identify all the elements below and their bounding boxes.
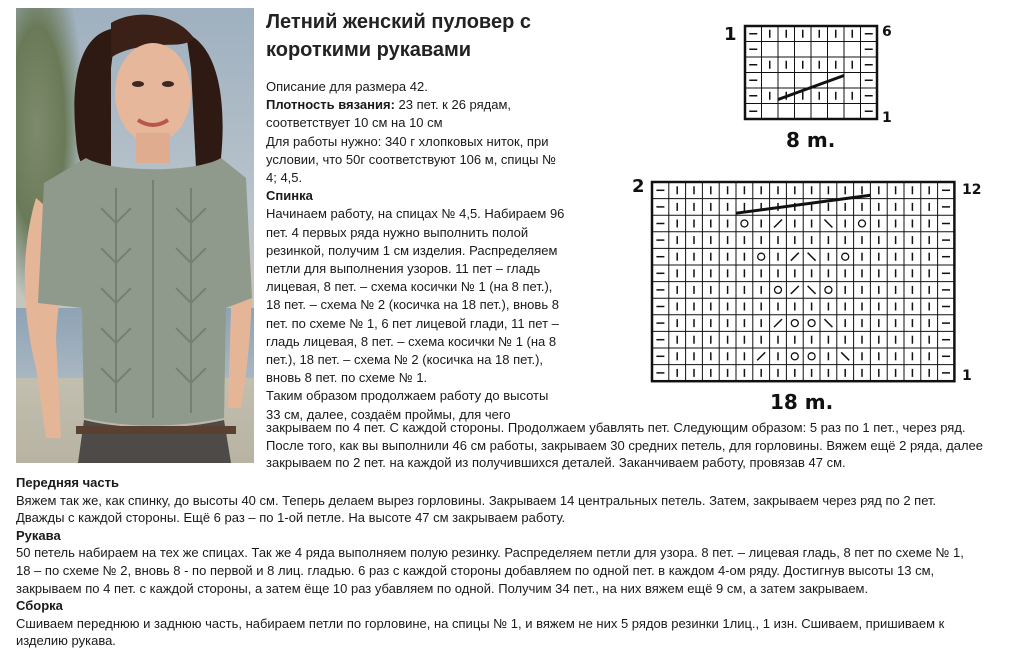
front-text-line: Дважды с каждой стороны. Ещё 6 раз – по 1-ой петле. На высоте 47 см закрываем работу. <box>16 510 566 526</box>
model-illustration <box>16 8 254 463</box>
sleeves-heading: Рукава <box>16 527 61 543</box>
yarn-over-symbol <box>825 286 832 293</box>
chart-2-stitch-count: 18 m. <box>770 390 834 414</box>
front-section <box>16 474 1016 650</box>
decrease-symbol <box>808 253 816 261</box>
sleeves-text-line: 18 – по схеме № 2, вновь 8 - по первой и 8 лиц. гладью. 6 раз с каждой стороны добавляем по одной пет. в каждом 4-ом ряду. Достигнув высоты 13 см, <box>16 562 935 578</box>
decrease-symbol <box>757 352 765 360</box>
yarn-over-symbol <box>808 320 815 327</box>
back-text-line: 33 см, далее, создаём проймы, для чего <box>266 406 511 422</box>
back-wide-line: закрываем по 2 пет. на каждой из получившихся деталей. Заканчиваем работу, провязав 47 см. <box>266 455 846 471</box>
chart-2-grid <box>652 182 954 381</box>
back-wide-line: закрываем по 4 пет. С каждой стороны. Продолжаем убавлять пет. Следующим образом: 5 раз по 1 пет., через ряд. <box>266 420 966 435</box>
yarn-over-symbol <box>741 220 748 227</box>
page-title <box>266 8 531 64</box>
knitting-charts <box>620 14 1000 414</box>
front-text-line: Вяжем так же, как спинку, до высоты 40 см. Теперь делаем вырез горловины. Закрываем 14 центральных петель. Затем, закрываем через ряд по 2 пет. <box>16 492 937 508</box>
back-text-line: гладь лицевая, 8 пет. – схема косички № 1 (на 8 <box>266 333 557 349</box>
yarn-over-symbol <box>775 286 782 293</box>
chart-2-number: 2 <box>632 176 645 197</box>
chart-2-top-row: 12 <box>962 182 982 198</box>
materials-line: условии, что 50г соответствуют 106 м, спицы № <box>266 151 557 167</box>
decrease-symbol <box>774 220 782 228</box>
chart-1-grid <box>745 26 877 119</box>
description-column <box>266 78 586 424</box>
yarn-over-symbol <box>842 253 849 260</box>
chart-2 <box>632 176 981 414</box>
back-text-line: 18 пет. – схема № 2 (косичка на 18 пет.), вновь 8 <box>266 297 559 313</box>
density-value: 23 пет. к 26 рядам, <box>394 97 512 113</box>
back-wide-line: После того, как вы выполнили 46 см работы, закрываем 30 средних петель, для горловины. Вяжем ещё 2 ряда, далее <box>266 437 983 453</box>
title-line: Летний женский пуловер с <box>266 11 531 33</box>
size-note: Описание для размера 42. <box>266 79 428 94</box>
decrease-symbol <box>791 286 799 294</box>
density-line <box>266 96 586 114</box>
materials-line: 4; 4,5. <box>266 170 303 186</box>
decrease-symbol <box>808 286 816 294</box>
yarn-over-symbol <box>791 353 798 360</box>
back-text-line: лицевая, 8 пет. – схема косички № 1 (на 8 пет.), <box>266 279 553 295</box>
assembly-text-line: Сшиваем переднюю и заднюю часть, набираем петли по горловине, на спицы № 1, и вяжем не них 5 рядов резинки 1лиц., 1 изн. Сшиваем, пришиваем к <box>16 615 945 631</box>
density-label: Плотность вязания: <box>266 97 395 113</box>
back-text-line: петли для выполнения узоров. 11 пет – гладь <box>266 261 541 277</box>
sweater-photo <box>16 8 254 463</box>
yarn-over-symbol <box>791 320 798 327</box>
chart-1-stitch-count: 8 m. <box>786 128 836 152</box>
yarn-over-symbol <box>808 353 815 360</box>
decrease-symbol <box>774 319 782 327</box>
assembly-heading: Сборка <box>16 598 63 614</box>
back-text-line: пет. по схеме № 1, 6 пет лицевой глади, 11 пет – <box>266 315 559 331</box>
front-heading: Передняя часть <box>16 475 119 490</box>
yarn-over-symbol <box>758 253 765 260</box>
back-text-line: резинкой, получим 1 см изделия. Распределяем <box>266 242 558 258</box>
back-text-line: Таким образом продолжаем работу до высоты <box>266 388 549 404</box>
chart-1-number: 1 <box>724 24 737 45</box>
back-text-line: пет.), 18 пет. – схема № 2 (косичка на 18 пет.), <box>266 352 544 368</box>
back-text-line: Начинаем работу, на спицах № 4,5. Набираем 96 <box>266 206 565 222</box>
back-text-line: пет. 4 первых ряда нужно выполнить полой <box>266 224 529 240</box>
back-continued <box>16 419 1016 472</box>
decrease-symbol <box>791 253 799 261</box>
chart-1-top-row: 6 <box>882 24 892 40</box>
assembly-text-line: изделию рукава. <box>16 633 116 649</box>
sleeves-text-line: 50 петель набираем на тех же спицах. Так же 4 ряда выполняем полую резинку. Распределяем петли для узора. 8 пет. – лицевая гладь, 8 пет по схеме № 1, <box>16 545 964 561</box>
decrease-symbol <box>824 319 832 327</box>
density-continued: соответствует 10 см на 10 см <box>266 115 443 131</box>
title-line: короткими рукавами <box>266 39 472 61</box>
back-heading: Спинка <box>266 188 313 204</box>
chart-1 <box>724 24 892 152</box>
chart-1-bottom-row: 1 <box>882 110 892 126</box>
decrease-symbol <box>824 220 832 228</box>
sleeves-text-line: закрываем по 4 пет. с каждой стороны, а затем ёще 10 раз убавляем по одной. Получим 34 пет., на них вяжем ещё 9 см, а затем закрываем. <box>16 580 869 596</box>
back-text-line: вновь 8 пет. по схеме № 1. <box>266 370 428 386</box>
decrease-symbol <box>841 352 849 360</box>
yarn-over-symbol <box>859 220 866 227</box>
materials-line: Для работы нужно: 340 г хлопковых ниток, при <box>266 133 549 149</box>
chart-2-bottom-row: 1 <box>962 368 972 384</box>
